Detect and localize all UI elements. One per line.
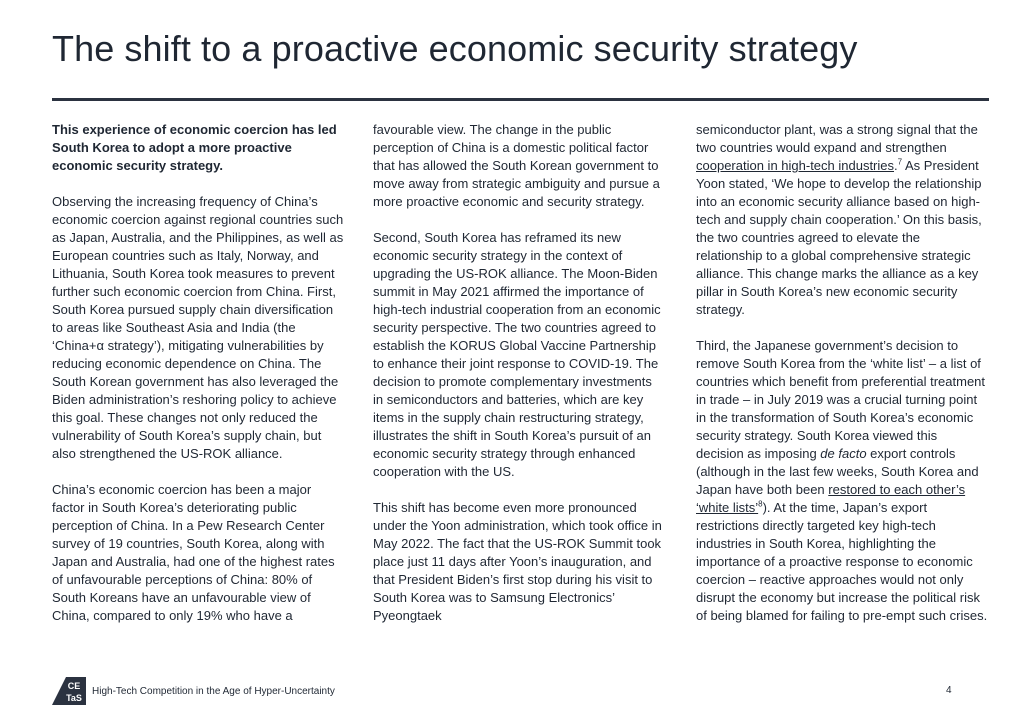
footnote-ref-8[interactable]: 8 [758, 499, 763, 509]
link-white-lists[interactable]: restored to each other’s ‘white lists’ [696, 482, 966, 515]
logo-text-top: CE [67, 681, 81, 691]
title-divider [52, 98, 989, 101]
cetas-logo [52, 677, 86, 705]
text-span: export controls (although in the last few weeks, South Korea and Japan have both been [696, 446, 979, 497]
text-span: ). At the time, Japan’s export restrictions directly targeted key high-tech industries in South Korea, highlighting the importance of a proactive response to economic coercion – reactive approaches would not only disrupt the economy but increase the political risk of being blamed for failing to pre-empt such crises. [696, 500, 988, 623]
emphasis: de facto [820, 446, 867, 461]
text-span: Third, the Japanese government’s decision to remove South Korea from the ‘white list’ – a list of countries which benefit from preferential treatment in trade – in July 2019 was a crucial turning point in the transformation of South Korea’s economic security strategy. South Korea viewed this decision as imposing [696, 338, 986, 461]
paragraph: This shift has become even more pronounced under the Yoon administration, which took office in May 2022. The fact that the US-ROK Summit took place just 11 days after Yoon’s inauguration, and that President Biden’s first stop during his visit to South Korea was to Samsung Electronics’ Pyeongtaek [373, 500, 662, 623]
paragraph: China’s economic coercion has been a major factor in South Korea’s deteriorating public perception of China. In a Pew Research Center survey of 19 countries, South Korea, along with Japan and Australia, had one of the highest rates of unfavourable perceptions of China: 80% of South Koreans have an unfavourable view of China, compared to only 19% who have a [52, 482, 335, 623]
paragraph: Observing the increasing frequency of China’s economic coercion against regional countries such as Japan, Australia, and the Philippines, as well as European countries such as Italy, Norway, and Lithuania, South Korea took measures to prevent further such economic coercion from China. First, South Korea pursued supply chain diversification to areas like Southeast Asia and India (the ‘China+α strategy’), mitigating vulnerabilities by reducing economic dependence on China. The South Korean government has also leveraged the Biden administration’s reshoring policy to achieve this goal. These changes not only reduced the vulnerability of South Korea’s supply chain, but also strengthened the US-ROK alliance. [52, 194, 344, 461]
paragraph: semiconductor plant, was a strong signal that the two countries would expand and strengthen cooperation in high-tech industries.$^7$ As President Yoon stated, ‘We hope to develop the relationship into an economic security alliance based on high-tech and supply chain cooperation.’ On this basis, the two countries agreed to elevate the relationship to a global comprehensive strategic alliance. This change marks the alliance as a key pillar in South Korea’s new economic security strategy. [696, 122, 982, 317]
column-2 [373, 121, 665, 643]
lead-paragraph: This experience of economic coercion has led South Korea to adopt a more proactive economic security strategy. [52, 122, 337, 173]
footnote-ref-7[interactable]: 7 [897, 157, 903, 167]
page-title: The shift to a proactive economic security strategy [52, 28, 858, 69]
paragraph [696, 337, 988, 625]
logo-text-bottom: TaS [66, 693, 82, 703]
column-3 [696, 121, 988, 643]
footer-document-title: High-Tech Competition in the Age of Hyper-Uncertainty [92, 686, 335, 697]
link-high-tech-cooperation[interactable]: cooperation in high-tech industries [696, 158, 895, 173]
column-1 [52, 121, 344, 643]
paragraph: Second, South Korea has reframed its new economic security strategy in the context of upgrading the US-ROK alliance. The Moon-Biden summit in May 2021 affirmed the importance of high-tech industrial cooperation from an economic security perspective. The two countries agreed to establish the KORUS Global Vaccine Partnership to enhance their joint response to COVID-19. The decision to promote complementary investments in semiconductors and batteries, which are key items in the supply chain restructuring strategy, illustrates the shift in South Korea’s pursuit of an economic security strategy through enhanced cooperation with the US. [373, 230, 661, 479]
text-span: semiconductor plant, was a strong signal that the two countries would expand and strengthen [696, 122, 978, 155]
page-number: 4 [946, 685, 952, 696]
paragraph: favourable view. The change in the public perception of China is a domestic political factor that has allowed the South Korean government to move away from strategic ambiguity and pursue a more proactive economic and security strategy. [373, 122, 660, 209]
text-span: As President Yoon stated, ‘We hope to develop the relationship into an economic security alliance based on high-tech and supply chain cooperation.’ On this basis, the two countries agreed to elevate the relationship to a global comprehensive strategic alliance. This change marks the alliance as a key pillar in South Korea’s new economic security strategy. [696, 158, 982, 317]
